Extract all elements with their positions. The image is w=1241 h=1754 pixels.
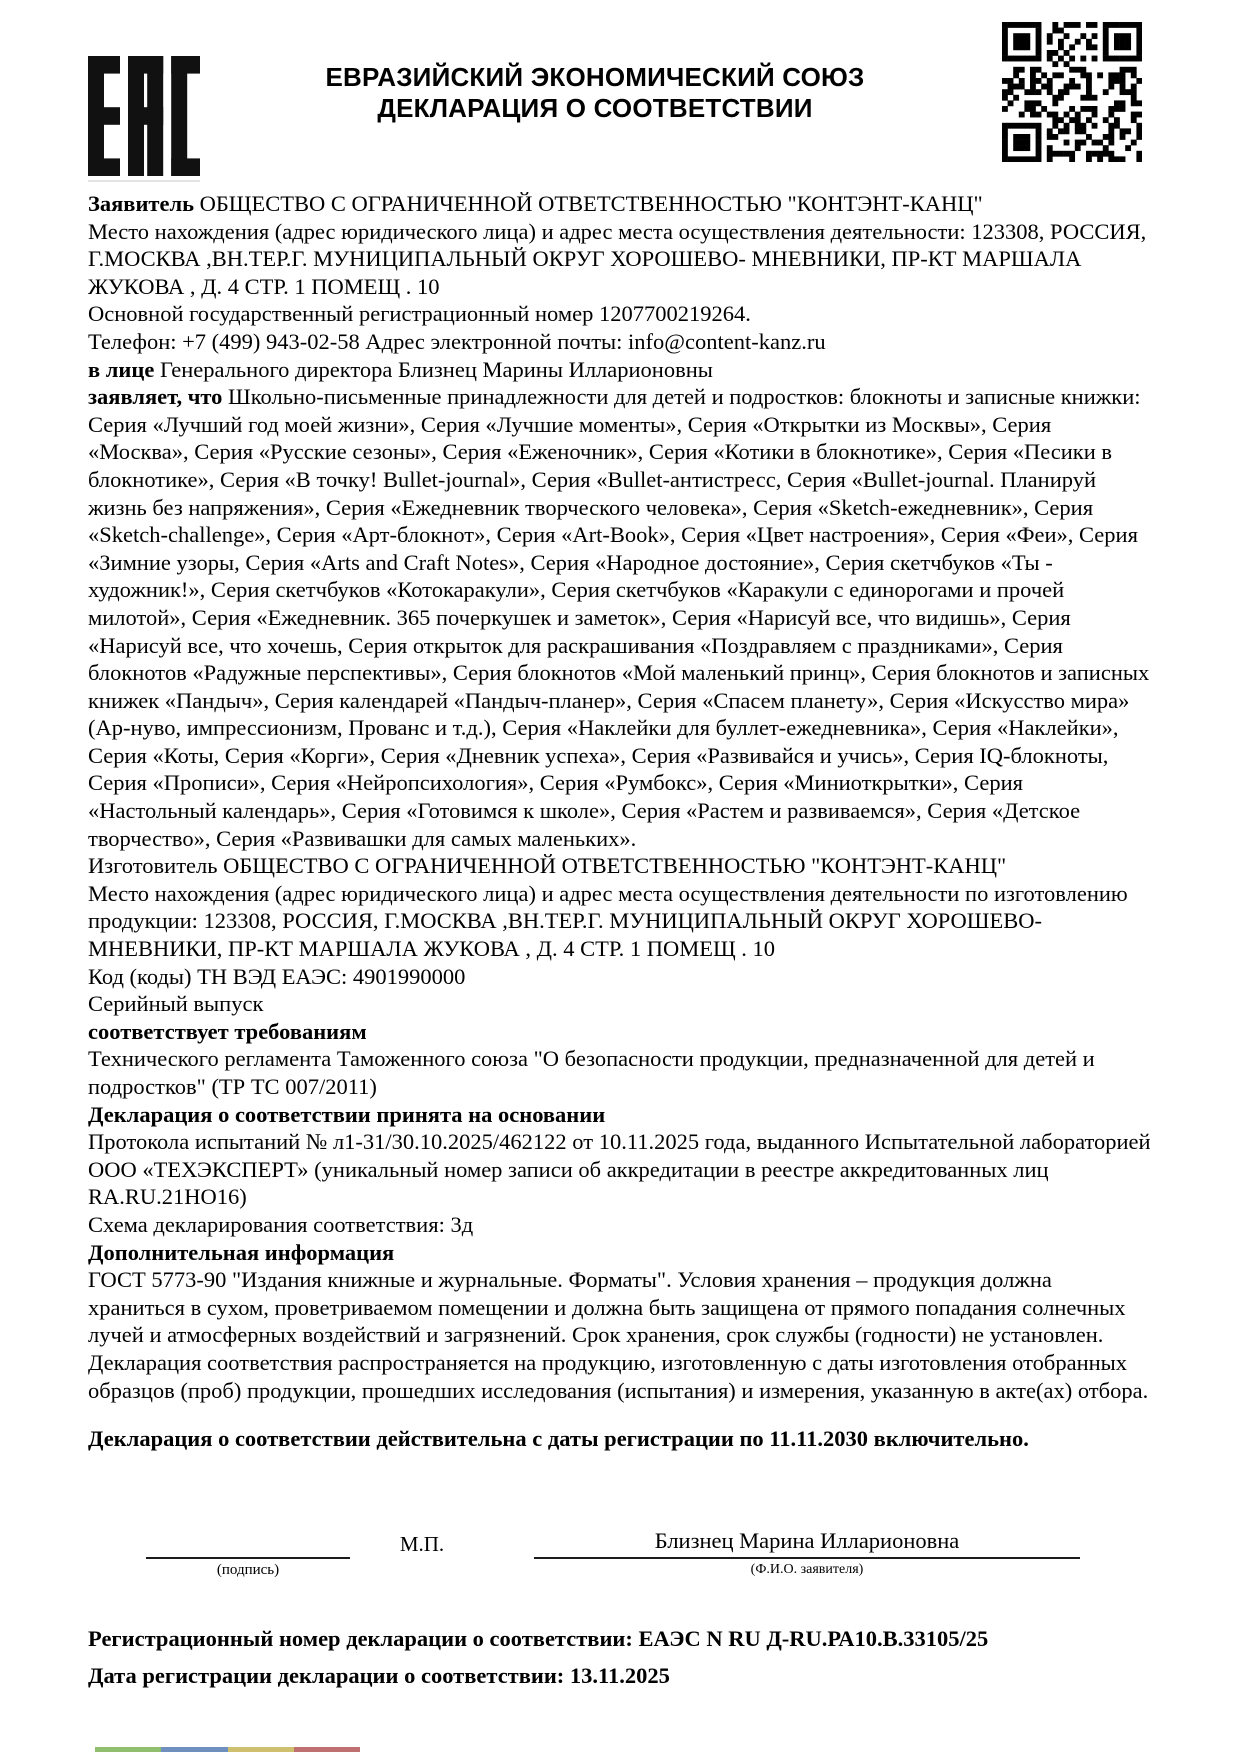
paragraph: Место нахождения (адрес юридического лица) и адрес места осуществления деятельности: 123308, РОССИЯ, Г.МОСКВА ,ВН.ТЕР.Г. МУНИЦИПАЛЬНЫЙ ОКРУГ ХОРОШЕВО- МНЕВНИКИ, ПР-КТ МАРШАЛА ЖУКОВА , Д. 4 СТР. 1 ПОМЕЩ . 10: [88, 218, 1147, 299]
name-line: [534, 1557, 1080, 1559]
registration-date: Дата регистрации декларации о соответствии: 13.11.2025: [88, 1663, 670, 1688]
fio-caption: (Ф.И.О. заявителя): [750, 1562, 864, 1577]
paragraph: Серийный выпуск: [88, 991, 264, 1017]
paragraph: Телефон: +7 (499) 943-02-58 Адрес электронной почты: info@content-kanz.ru: [88, 328, 826, 354]
document-title: [180, 62, 1010, 124]
qr-code-icon: [1002, 22, 1142, 162]
strip-segment: [95, 1747, 161, 1752]
paragraph: Изготовитель ОБЩЕСТВО С ОГРАНИЧЕННОЙ ОТВЕТСТВЕННОСТЬЮ "КОНТЭНТ-КАНЦ": [88, 853, 1007, 879]
paragraph: в лице Генерального директора Близнец Марины Илларионовны: [88, 356, 713, 382]
strip-segment: [161, 1747, 227, 1752]
stamp-place-label: М.П.: [399, 1532, 445, 1556]
strip-segment: [228, 1747, 294, 1752]
bottom-color-strip: [95, 1747, 360, 1752]
paragraph: Место нахождения (адрес юридического лица) и адрес места осуществления деятельности по изготовлению продукции: 123308, РОССИЯ, Г.МОСКВА ,ВН.ТЕР.Г. МУНИЦИПАЛЬНЫЙ ОКРУГ ХОРОШЕВО- МНЕВНИКИ, ПР-КТ МАРШАЛА ЖУКОВА , Д. 4 СТР. 1 ПОМЕЩ . 10: [88, 880, 1128, 962]
document-body: [88, 190, 1154, 1453]
paragraph: ГОСТ 5773-90 "Издания книжные и журнальные. Форматы". Условия хранения – продукция должна храниться в сухом, проветриваемом помещении и должна быть защищена от прямого попадания солнечных лучей и атмосферных воздействий и загрязнений. Срок хранения, срок службы (годности) не установлен. Декларация соответствия распространяется на продукцию, изготовленную с даты изготовления отобранных образцов (проб) продукции, прошедших исследования (испытания) и измерения, указанную в акте(ах) отбора.: [88, 1267, 1149, 1403]
paragraph: заявляет, что Школьно-письменные принадлежности для детей и подростков: блокноты и записные книжки: Серия «Лучший год моей жизни», Серия «Лучшие моменты», Серия «Открытки из Москвы», Серия «Москва», Серия «Русские сезоны», Серия «Еженочник», Серия «Котики в блокнотике», Серия «Песики в блокнотике», Серия «В точку! Bullet-journal», Серия «Bullet-антистресс, Серия «Bullet-journal. Планируй жизнь без напряжения», Серия «Ежедневник творческого человека», Серия «Sketch-ежедневник», Серия «Sketch-challenge», Серия «Арт-блокнот», Серия «Art-Book», Серия «Цвет настроения», Серия «Феи», Серия «Зимние узоры, Серия «Arts and Craft Notes», Серия «Народное достояние», Серия скетчбуков «Ты - художник!», Серия скетчбуков «Котокаракули», Серия скетчбуков «Каракули с единорогами и прочей милотой», Серия «Ежедневник. 365 почеркушек и заметок», Серия «Нарисуй все, что видишь», Серия «Нарисуй все, что хочешь, Серия открыток для раскрашивания «Поздравляем с праздниками», Серия блокнотов «Радужные перспективы», Серия блокнотов «Мой маленький принц», Серия блокнотов и записных книжек «Пандыч», Серия календарей «Пандыч-планер», Серия «Спасем планету», Серия «Искусство мира» (Ар-нуво, импрессионизм, Прованс и т.д.), Серия «Наклейки для буллет-ежедневника», Серия «Наклейки», Серия «Коты, Серия «Корги», Серия «Дневник успеха», Серия «Развивайся и учись», Серия IQ-блокноты, Серия «Прописи», Серия «Нейропсихология», Серия «Румбокс», Серия «Миниоткрытки», Серия «Настольный календарь», Серия «Готовимся к школе», Серия «Растем и развиваемся», Серия «Детское творчество», Серия «Развивашки для самых маленьких».: [88, 384, 1150, 851]
paragraph: Протокола испытаний № л1-31/30.10.2025/462122 от 10.11.2025 года, выданного Испытательной лабораторией ООО «ТЕХЭКСПЕРТ» (уникальный номер записи об аккредитации в реестре аккредитованных лиц RA.RU.21НО16): [88, 1129, 1151, 1210]
paragraph: Заявитель ОБЩЕСТВО С ОГРАНИЧЕННОЙ ОТВЕТСТВЕННОСТЬЮ "КОНТЭНТ-КАНЦ": [88, 191, 983, 216]
paragraph: соответствует требованиям: [88, 1018, 367, 1044]
paragraph: Дополнительная информация: [88, 1239, 395, 1265]
paragraph: Декларация о соответствии принята на основании: [88, 1101, 606, 1127]
signature-line: [146, 1557, 350, 1559]
paragraph: Код (коды) ТН ВЭД ЕАЭС: 4901990000: [88, 963, 466, 989]
signature-caption: (подпись): [216, 1562, 280, 1578]
applicant-name: Близнец Марина Илларионовна: [654, 1528, 960, 1553]
strip-segment: [294, 1747, 360, 1752]
title-line-union: ЕВРАЗИЙСКИЙ ЭКОНОМИЧЕСКИЙ СОЮЗ: [325, 62, 865, 92]
validity-statement: Декларация о соответствии действительна с даты регистрации по 11.11.2030 включительно.: [88, 1426, 1029, 1452]
paragraph: Схема декларирования соответствия: 3д: [88, 1211, 474, 1237]
registration-number: Регистрационный номер декларации о соответствии: ЕАЭС N RU Д-RU.РА10.В.33105/25: [88, 1626, 989, 1651]
title-line-declaration: ДЕКЛАРАЦИЯ О СООТВЕТСТВИИ: [377, 93, 813, 123]
paragraph: Технического регламента Таможенного союза "О безопасности продукции, предназначенной для детей и подростков" (ТР ТС 007/2011): [88, 1046, 1095, 1099]
paragraph: Основной государственный регистрационный номер 1207700219264.: [88, 301, 751, 327]
